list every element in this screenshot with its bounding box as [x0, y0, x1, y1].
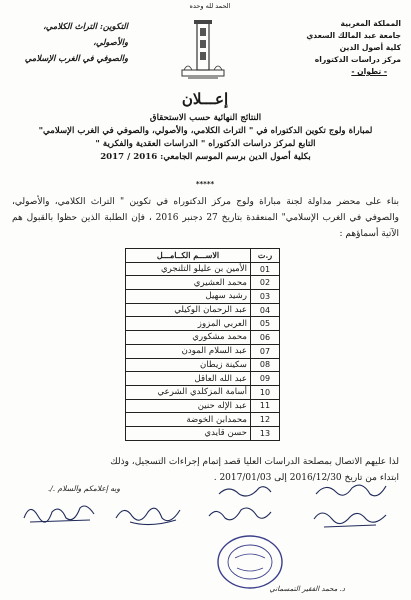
- row-number: 12: [251, 413, 280, 427]
- basmala: الحمد لله وحده: [189, 2, 231, 10]
- student-name: الأمين بن عليلو التلنجري: [126, 262, 251, 276]
- table-row: [126, 344, 280, 358]
- intro-line: لمباراة ولوج تكوين الدكتوراه في " التراث الكلامي، والأصولي، والصوفي في الغرب الإسلامي": [38, 126, 373, 136]
- row-number: 10: [251, 385, 280, 399]
- student-name: عبد السلام المودن: [126, 344, 251, 358]
- program-header: [8, 18, 128, 66]
- table-row: [126, 385, 280, 399]
- table-row: [126, 372, 280, 386]
- student-name: سكينة زيطان: [126, 358, 251, 372]
- row-number: 05: [251, 317, 280, 331]
- announcement-paragraph: بناء على محضر مداولة لجنة مباراة ولوج مركز الدكتوراه في تكوين " التراث الكلامي، والأصولي، والصوفي في الغرب الإسلامي" المنعقدة بتاريخ 27 دجنبر 2016 ، فإن الطلبة الذين حظوا بالقبول هم الآتية أسماؤهم :: [12, 197, 399, 239]
- intro-line: النتائج النهائية حسب الاستحقاق: [149, 113, 262, 123]
- signature-icon: [110, 500, 190, 530]
- column-header-number: ر.ت: [251, 249, 280, 263]
- announcement-title: إعـــلان: [181, 90, 229, 108]
- row-number: 02: [251, 276, 280, 290]
- student-name: العربي المزوز: [126, 317, 251, 331]
- student-name: عبد الله العاقل: [126, 372, 251, 386]
- program-line: التكوين: التراث الكلامي، والأصولي،: [43, 21, 128, 47]
- table-row: [126, 303, 280, 317]
- table-header-row: [126, 249, 280, 263]
- institution-header: [291, 18, 401, 78]
- row-number: 04: [251, 303, 280, 317]
- column-header-name: الاســـم الكــامـــل: [126, 249, 251, 263]
- student-name: عبد الإله حنين: [126, 399, 251, 413]
- signature-icon: [215, 482, 275, 500]
- student-name: محمدابن الخوضة: [126, 413, 251, 427]
- contact-line: لذا عليهم الاتصال بمصلحة الدراسات العليا قصد إتمام إجراءات التسجيل، وذلك: [110, 457, 399, 467]
- program-line: والصوفي في الغرب الإسلامي: [24, 53, 128, 63]
- signatory-name: د. محمد الفقير التمسماني: [269, 585, 345, 593]
- signature-icon: [310, 505, 390, 531]
- intro-line: التابع لمركز دراسات الدكتوراه " الدراسات العقدية والفكرية ": [95, 139, 316, 149]
- university-logo-icon: [178, 18, 228, 80]
- student-name: أسامة المزكلدي الشرعي: [126, 385, 251, 399]
- student-name: محمد مشكوري: [126, 331, 251, 345]
- row-number: 06: [251, 331, 280, 345]
- separator-stars: *****: [195, 180, 215, 188]
- table-row: [126, 276, 280, 290]
- table-row: [126, 413, 280, 427]
- header-line: - تطوان -: [351, 67, 387, 76]
- table-row: [126, 358, 280, 372]
- header-line: جامعة عبد المالك السعدي: [306, 31, 401, 40]
- table-row: [126, 426, 280, 440]
- header-line: مركز دراسات الدكتوراه: [314, 55, 401, 64]
- table-row: [126, 317, 280, 331]
- official-stamp-icon: [215, 532, 285, 592]
- closing-remark: وبه إعلامكم والسلام ./.: [47, 484, 120, 493]
- row-number: 13: [251, 426, 280, 440]
- signature-icon: [20, 498, 100, 528]
- student-name: رشيد سهيل: [126, 290, 251, 304]
- intro-line: بكلية أصول الدين برسم الموسم الجامعي: 2016 / 2017: [100, 152, 311, 162]
- table-row: [126, 262, 280, 276]
- table-row: [126, 399, 280, 413]
- table-row: [126, 290, 280, 304]
- student-name: عبد الرحمان الوكيلي: [126, 303, 251, 317]
- row-number: 09: [251, 372, 280, 386]
- header-line: كلية أصول الدين: [339, 43, 401, 52]
- row-number: 01: [251, 262, 280, 276]
- table-row: [126, 331, 280, 345]
- announcement-intro: [8, 112, 403, 164]
- contact-line: ابتداء من تاريخ 2016/12/30 إلى 2017/01/03 .: [213, 473, 399, 483]
- student-name: محمد العشيري: [126, 276, 251, 290]
- header-line: المملكة المغربية: [340, 19, 401, 28]
- signature-icon: [205, 500, 275, 526]
- row-number: 03: [251, 290, 280, 304]
- signature-icon: [310, 478, 390, 504]
- student-name: حسن قايدي: [126, 426, 251, 440]
- row-number: 11: [251, 399, 280, 413]
- admitted-students-table: [125, 248, 280, 441]
- row-number: 08: [251, 358, 280, 372]
- row-number: 07: [251, 344, 280, 358]
